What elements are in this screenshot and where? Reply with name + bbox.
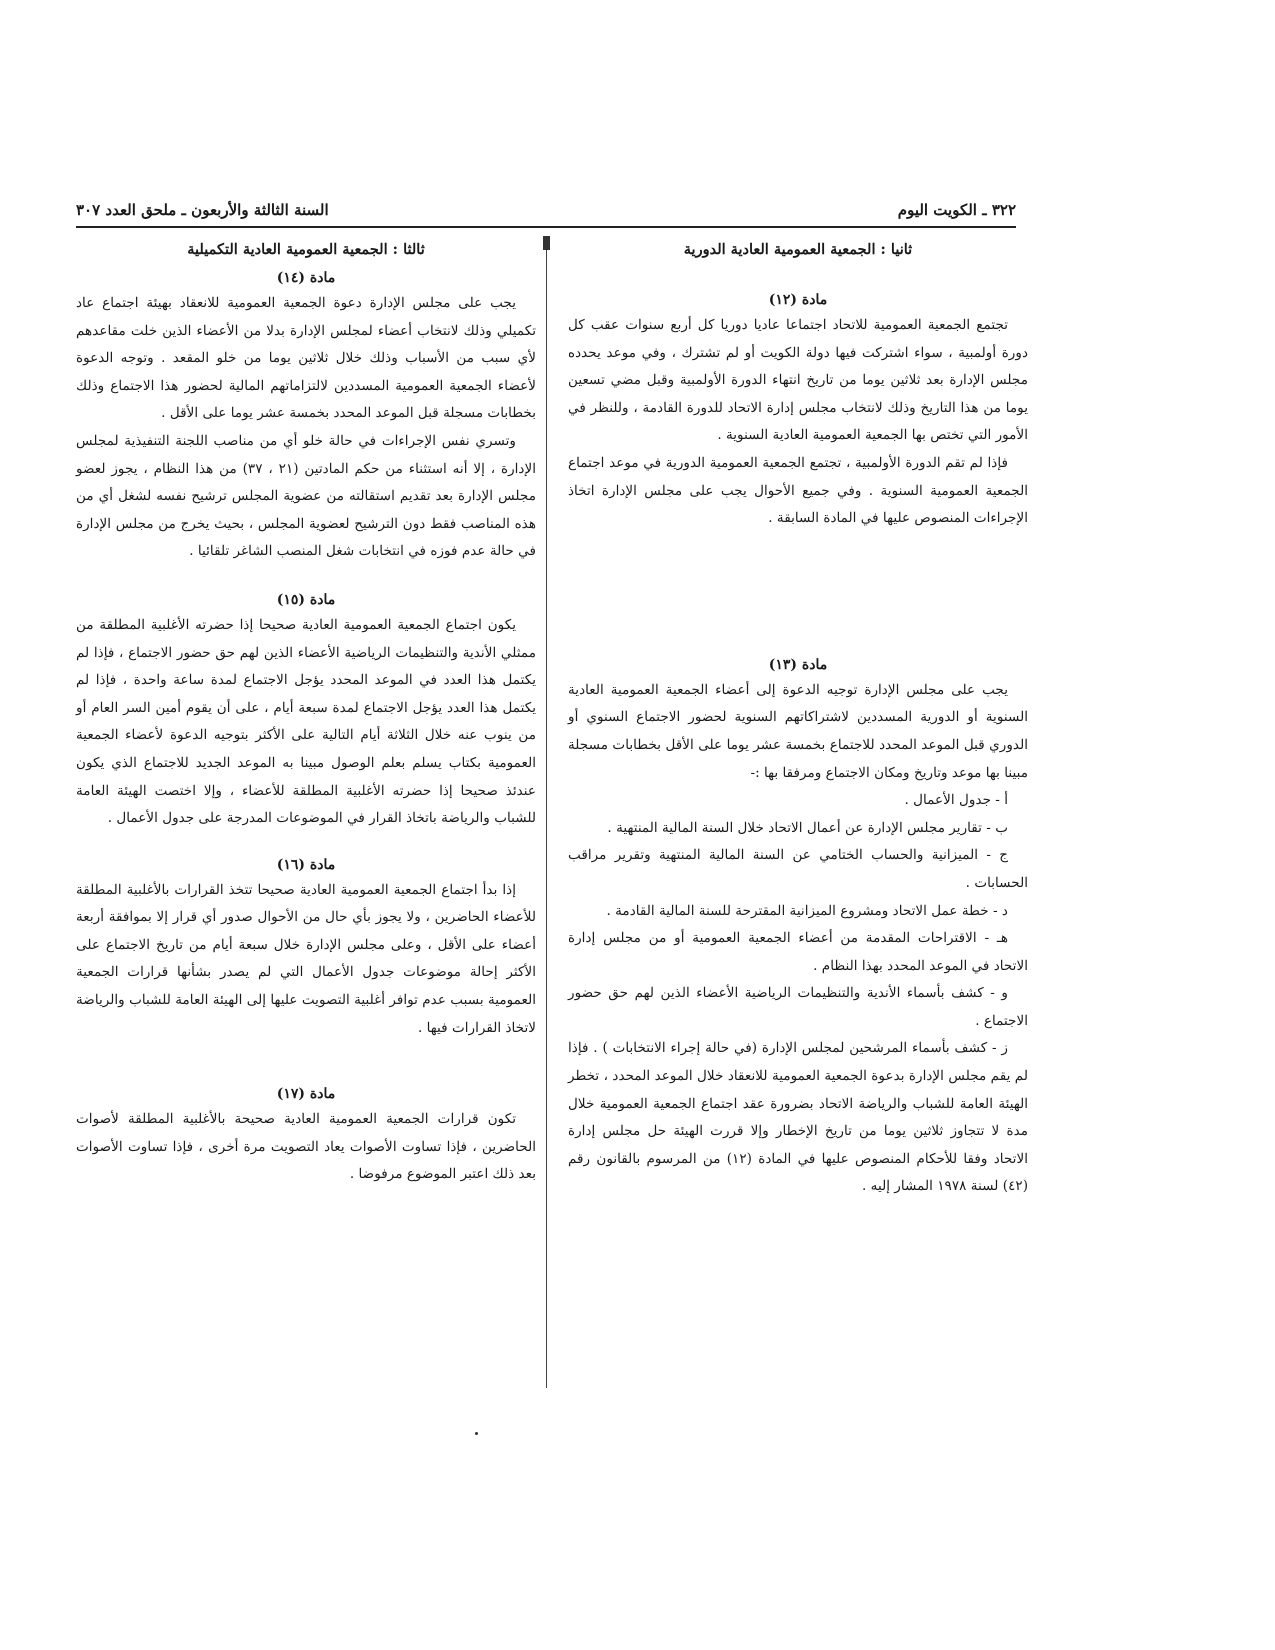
right-column [568,238,1028,1201]
article-12-paragraph-2: فإذا لم تقم الدورة الأولمبية ، تجتمع الجمعية العمومية الدورية في موعد اجتماع الجمعية العمومية السنوية . وفي جميع الأحوال يجب على مجلس الإدارة اتخاذ الإجراءات المنصوص عليها في المادة السابقة . [568,454,1028,527]
left-column [76,238,536,1189]
header-page-number-title: ٣٢٢ ـ الكويت اليوم [897,201,1016,219]
column-divider [546,238,547,1388]
article-17-title: مادة (١٧) [276,1086,336,1103]
article-15-paragraph-1: يكون اجتماع الجمعية العمومية العادية صحيحا إذا حضرته الأغلبية المطلقة من ممثلي الأندية والتنظيمات الرياضية الأعضاء الذين لهم حق حضور الاجتماع ، فإذا لم يكتمل هذا العدد في الموعد المحدد يؤجل الاجتماع لمدة ساعة واحدة ، فإذا لم يكتمل هذا العدد يؤجل الاجتماع لمدة سبعة أيام ، على أن يقوم أمين السر العام أو من ينوب عنه خلال الثلاثة أيام التالية على الأكثر بتوجيه الدعوة لأعضاء الجمعية العمومية بكتاب يسلم بعلم الوصول مبينا به الموعد الجديد للاجتماع الذي يكون عندئذ صحيحا إذا حضرته الأغلبية المطلقة للأعضاء ، وإلا اختصت الهيئة العامة للشباب والرياضة باتخاذ القرار في الموضوعات المدرجة على جدول الأعمال . [76,616,536,827]
article-13-item-g: ز - كشف بأسماء المرشحين لمجلس الإدارة (في حالة إجراء الانتخابات ) . فإذا لم يقم مجلس الإدارة بدعوة الجمعية العمومية للانعقاد خلال الموعد المحدد ، تخطر الهيئة العامة للشباب والرياضة الاتحاد بضرورة عقد اجتماع الجمعية العمومية خلال مدة لا تتجاوز ثلاثين يوما من تاريخ الإخطار وإلا قررت الهيئة حل مجلس إدارة الاتحاد وفقا للأحكام المنصوص عليها في المادة (١٢) من المرسوم بالقانون رقم (٤٢) لسنة ١٩٧٨ المشار إليه . [568,1040,1028,1195]
article-17-paragraph-1: تكون قرارات الجمعية العمومية العادية صحيحة بالأغلبية المطلقة لأصوات الحاضرين ، فإذا تساوت الأصوات يعاد التصويت مرة أخرى ، فإذا تساوت الأصوات بعد ذلك اعتبر الموضوع مرفوضا . [76,1111,536,1183]
article-14-paragraph-2: وتسري نفس الإجراءات في حالة خلو أي من مناصب اللجنة التنفيذية لمجلس الإدارة ، إلا أنه استثناء من حكم المادتين (٢١ ، ٣٧) من هذا النظام ، يجوز لعضو مجلس الإدارة بعد تقديم استقالته من عضوية المجلس ترشيح نفسه لشغل أي من هذه المناصب فقط دون الترشيح لعضوية المجلس ، بحيث يخرج من مجلس الإدارة في حالة عدم فوزه في انتخابات شغل المنصب الشاغر تلقائيا . [76,432,537,560]
header-issue-info: السنة الثالثة والأربعون ـ ملحق العدد ٣٠٧ [76,201,329,219]
article-13-item-f: و - كشف بأسماء الأندية والتنظيمات الرياضية الأعضاء الذين لهم حق حضور الاجتماع . [568,985,1028,1029]
scan-dot [475,1432,478,1435]
column-marker [543,236,550,250]
article-12-title: مادة (١٢) [768,292,828,308]
section-title-periodic: ثانيا : الجمعية العمومية العادية الدورية [683,241,913,258]
section-title-supplementary: ثالثا : الجمعية العمومية العادية التكميلية [187,241,425,258]
article-13-intro: يجب على مجلس الإدارة توجيه الدعوة إلى أعضاء الجمعية العمومية العادية السنوية أو الدورية المسددين لاشتراكاتهم السنوية لحضور الاجتماع السنوي أو الدوري قبل الموعد المحدد للاجتماع بخمسة عشر يوما على الأقل بخطابات مسجلة مبينا بها موعد وتاريخ ومكان الاجتماع ومرفقا بها :- [568,681,1028,781]
article-13-item-d: د - خطة عمل الاتحاد ومشروع الميزانية المقترحة للسنة المالية القادمة . [606,902,1008,919]
header-rule [76,226,1016,228]
article-14-paragraph-1: يجب على مجلس الإدارة دعوة الجمعية العمومية للانعقاد بهيئة اجتماع عاد تكميلي وذلك لانتخاب أعضاء لمجلس الإدارة بدلا من الأعضاء الذين خلت مقاعدهم لأي سبب من الأسباب وذلك خلال ثلاثين يوما من خلو المقعد . وتوجه الدعوة لأعضاء الجمعية العمومية المسددين لالتزاماتهم المالية لحضور هذا الاجتماع وذلك بخطابات مسجلة قبل الموعد المحدد بخمسة عشر يوما على الأقل . [76,295,536,422]
article-16-title: مادة (١٦) [276,856,336,873]
page-header [76,201,1016,227]
article-14-title: مادة (١٤) [276,270,336,286]
article-13-item-e: هـ - الاقتراحات المقدمة من أعضاء الجمعية العمومية أو من مجلس إدارة الاتحاد في الموعد المحدد بهذا النظام . [568,930,1028,974]
article-13-item-b: ب - تقارير مجلس الإدارة عن أعمال الاتحاد خلال السنة المالية المنتهية . [607,819,1008,836]
article-13-title: مادة (١٣) [768,656,828,673]
article-15-title: مادة (١٥) [276,591,336,608]
article-16-paragraph-1: إذا بدأ اجتماع الجمعية العمومية العادية صحيحا تتخذ القرارات بالأغلبية المطلقة للأعضاء الحاضرين ، ولا يجوز بأي حال من الأحوال صدور أي قرار إلا بموافقة أربعة أعضاء على الأقل ، وعلى مجلس الإدارة خلال سبعة أيام من تاريخ الاجتماع على الأكثر إحالة موضوعات جدول الأعمال التي لم يصدر بشأنها قرارات الجمعية العمومية بسبب عدم توافر أغلبية التصويت عليها إلى الهيئة العامة للشباب والرياضة لاتخاذ القرارات فيها . [76,881,536,1036]
article-13-item-c: ج - الميزانية والحساب الختامي عن السنة المالية المنتهية وتقرير مراقب الحسابات . [568,847,1028,891]
article-12-paragraph-1: تجتمع الجمعية العمومية للاتحاد اجتماعا عاديا دوريا كل أربع سنوات عقب كل دورة أولمبية ، سواء اشتركت فيها دولة الكويت أو لم تشترك ، وفي موعد يحدده مجلس الإدارة بعد ثلاثين يوما من تاريخ انتهاء الدورة الأولمبية وقبل مضي تسعين يوما من هذا التاريخ وذلك لانتخاب مجلس إدارة الاتحاد للدورة القادمة ، وللنظر في الأمور التي تختص بها الجمعية العمومية العادية السنوية . [568,317,1028,444]
article-13-item-a: أ - جدول الأعمال . [904,792,1008,809]
